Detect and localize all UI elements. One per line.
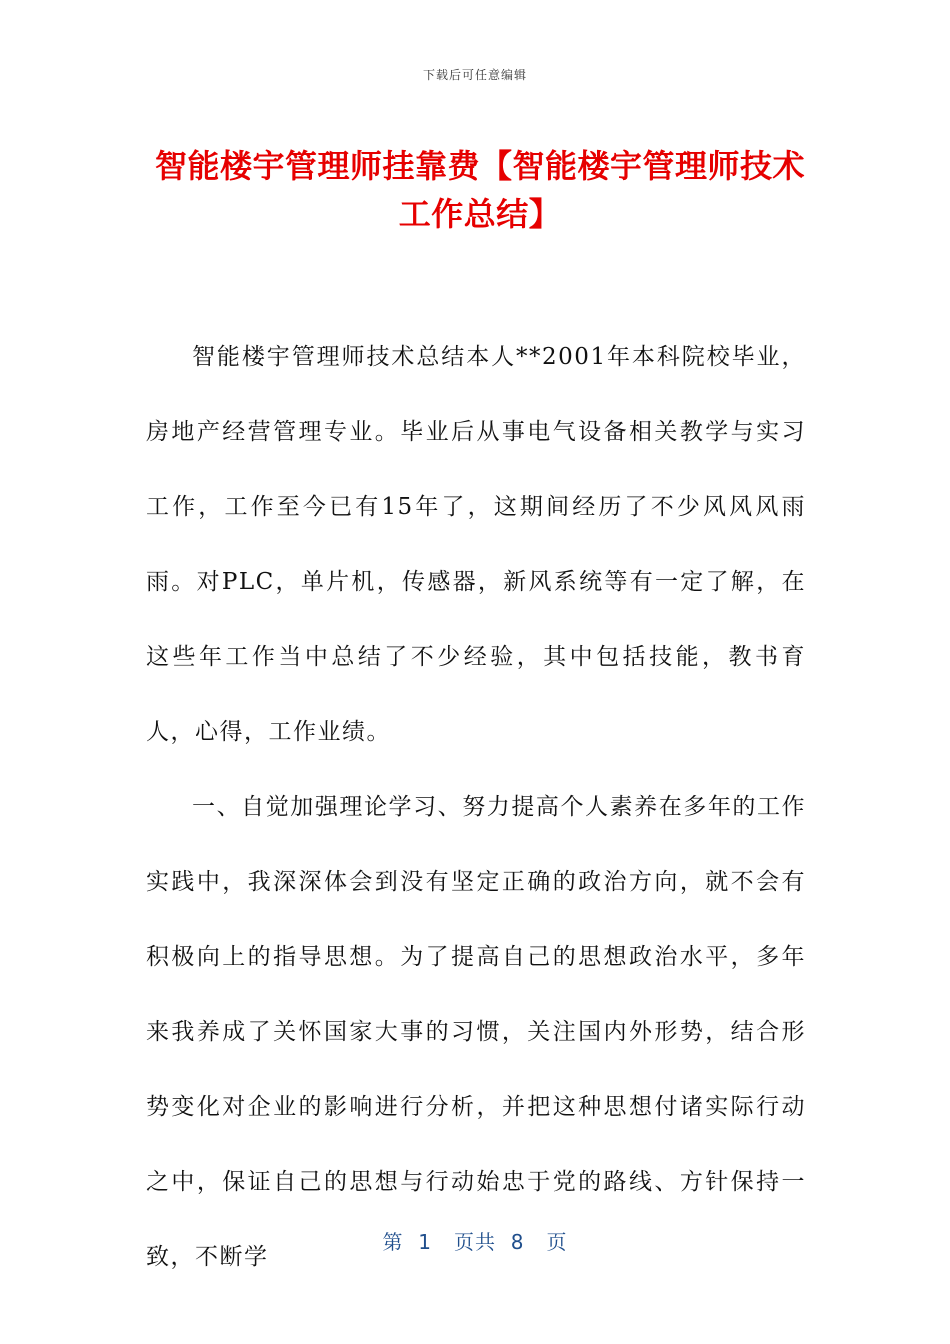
header-note: 下载后可任意编辑 — [422, 68, 527, 82]
paragraph-intro: 智能楼宇管理师技术总结本人**2001年本科院校毕业，房地产经营管理专业。毕业后从事电气设备相关教学与实习工作，工作至今已有15年了，这期间经历了不少风风风雨雨。对PLC，单片机，传感器，新风系统等有一定了解，在这些年工作当中总结了不少经验，其中包括技能，教书育人，心得，工作业绩。 — [146, 344, 806, 745]
document-title: 智能楼宇管理师挂靠费【智能楼宇管理师技术工作总结】 — [154, 147, 805, 233]
paragraph-section-one: 一、自觉加强理论学习、努力提高个人素养在多年的工作实践中，我深深体会到没有坚定正确的政治方向，就不会有积极向上的指导思想。为了提高自己的思想政治水平，多年来我养成了关怀国家大事的习惯，关注国内外形势，结合形势变化对企业的影响进行分析，并把这种思想付诸实际行动之中，保证自己的思想与行动始忠于党的路线、方针保持一致，不断学 — [146, 794, 806, 1270]
page-footer: 第 1 页共 8 页 — [382, 1230, 568, 1254]
document-body — [146, 320, 806, 1295]
